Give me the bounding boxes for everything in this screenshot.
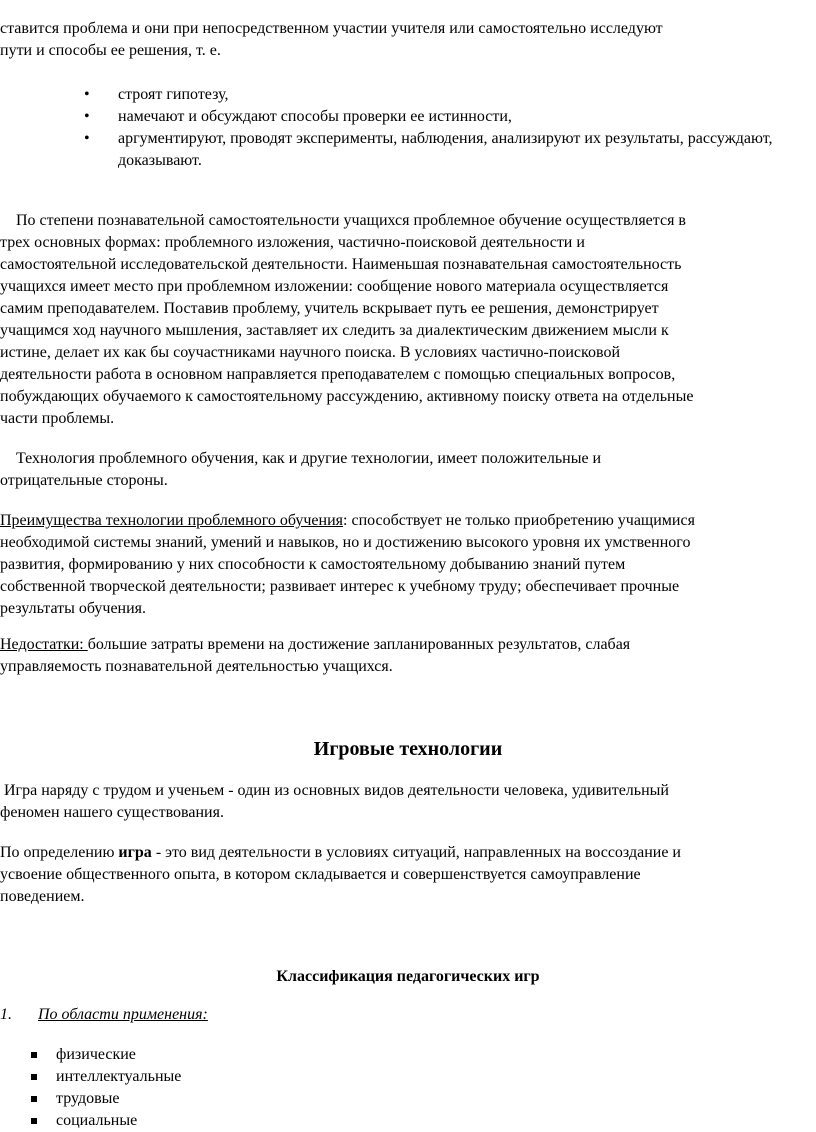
list-item: [0, 1044, 816, 1066]
bullet-text: аргументируют, проводят эксперименты, наблюдения, анализируют их результаты, рассуждают, доказывают.: [118, 130, 773, 169]
bullet-list: [0, 84, 816, 172]
bullet-text: намечают и обсуждают способы проверки ее истинности,: [118, 108, 512, 125]
forms-paragraph: [0, 210, 816, 430]
text-line: части проблемы.: [0, 410, 115, 427]
bullet-icon: •: [84, 108, 90, 125]
bullet-icon: •: [84, 130, 90, 147]
text-line: побуждающих обучаемого к самостоятельному рассуждению, активному поиску ответа на отдельные: [0, 388, 694, 405]
text-line: необходимой системы знаний, умений и навыков, но и достижению высокого уровня их умственного: [0, 534, 691, 551]
item-number: 1.: [0, 1006, 12, 1023]
text-line: самим преподавателем. Поставив проблему, учитель вскрывает путь ее решения, демонстрирует: [0, 300, 659, 317]
text-line: истине, делает их как бы соучастниками научного поиска. В условиях частично-поисковой: [0, 344, 620, 361]
list-item: [0, 106, 816, 128]
text-line: : способствует не только приобретению учащимися: [343, 512, 695, 529]
square-bullet-icon: [31, 1074, 37, 1080]
list-item: [0, 1088, 816, 1110]
text-line: По степени познавательной самостоятельности учащихся проблемное обучение осуществляется в: [0, 212, 686, 229]
text-line: Игра наряду с трудом и ученьем - один из основных видов деятельности человека, удивительный: [0, 782, 669, 799]
list-item-text: физические: [56, 1046, 136, 1063]
list-item: [0, 84, 816, 106]
section-heading-games: Игровые технологии: [313, 738, 503, 760]
text-line: самостоятельной исследовательской деятельности. Наименьшая познавательная самостоятельность: [0, 256, 682, 273]
disadvantages-label: Недостатки:: [0, 636, 88, 653]
definition-after: - это вид деятельности в условиях ситуаций, направленных на воссоздание и: [151, 844, 681, 861]
definition-term: игра: [118, 844, 152, 861]
text-line: развития, формированию у них способности к самостоятельному добыванию знаний путем: [0, 556, 626, 573]
text-line: управляемость познавательной деятельностью учащихся.: [0, 658, 393, 675]
intro-line-1: ставится проблема и они при непосредственном участии учителя или самостоятельно исследуют: [0, 20, 663, 37]
definition-before: По определению: [0, 844, 119, 861]
bullet-icon: •: [84, 86, 90, 103]
list-item: [0, 128, 816, 172]
intro-line-2: пути и способы ее решения, т. е.: [0, 42, 221, 59]
text-line: деятельности работа в основном направляется преподавателем с помощью специальных вопросов,: [0, 366, 676, 383]
text-line: учащимся ход научного мышления, заставляет их следить за диалектическим движением мысли к: [0, 322, 669, 339]
bullet-text: строят гипотезу,: [118, 86, 229, 103]
list-item-text: интеллектуальные: [56, 1068, 182, 1085]
text-line: собственной творческой деятельности; развивает интерес к учебному труду; обеспечивает прочные: [0, 578, 680, 595]
list-item-text: трудовые: [56, 1090, 120, 1107]
square-bullet-icon: [31, 1052, 37, 1058]
intro-paragraph: [0, 18, 816, 62]
text-line: усвоение общественного опыта, в котором складывается и совершенствуется самоуправление: [0, 866, 641, 883]
text-line: трех основных формах: проблемного изложения, частично-поисковой деятельности и: [0, 234, 585, 251]
advantages-label: Преимущества технологии проблемного обучения: [0, 512, 344, 529]
list-item-text: социальные: [56, 1112, 138, 1129]
game-paragraph: [0, 780, 816, 824]
text-line: учащихся имеет место при проблемном изложении: сообщение нового материала осуществляется: [0, 278, 669, 295]
text-line: результаты обучения.: [0, 600, 147, 617]
disadvantages-paragraph: [0, 634, 816, 678]
square-bullet-icon: [31, 1118, 37, 1124]
item-title: По области применения:: [38, 1006, 208, 1023]
text-line: поведением.: [0, 888, 85, 905]
square-bullet-icon: [31, 1096, 37, 1102]
list-item: [0, 1110, 816, 1132]
text-line: большие затраты времени на достижение запланированных результатов, слабая: [87, 636, 631, 653]
technology-paragraph: [0, 448, 816, 492]
text-line: феномен нашего существования.: [0, 804, 224, 821]
text-line: Технология проблемного обучения, как и другие технологии, имеет положительные и: [0, 450, 602, 467]
advantages-paragraph: [0, 510, 816, 620]
text-line: отрицательные стороны.: [0, 472, 168, 489]
square-bullet-list: [0, 1044, 816, 1132]
definition-paragraph: [0, 842, 816, 908]
list-item: [0, 1066, 816, 1088]
classification-heading: Классификация педагогических игр: [276, 968, 540, 985]
